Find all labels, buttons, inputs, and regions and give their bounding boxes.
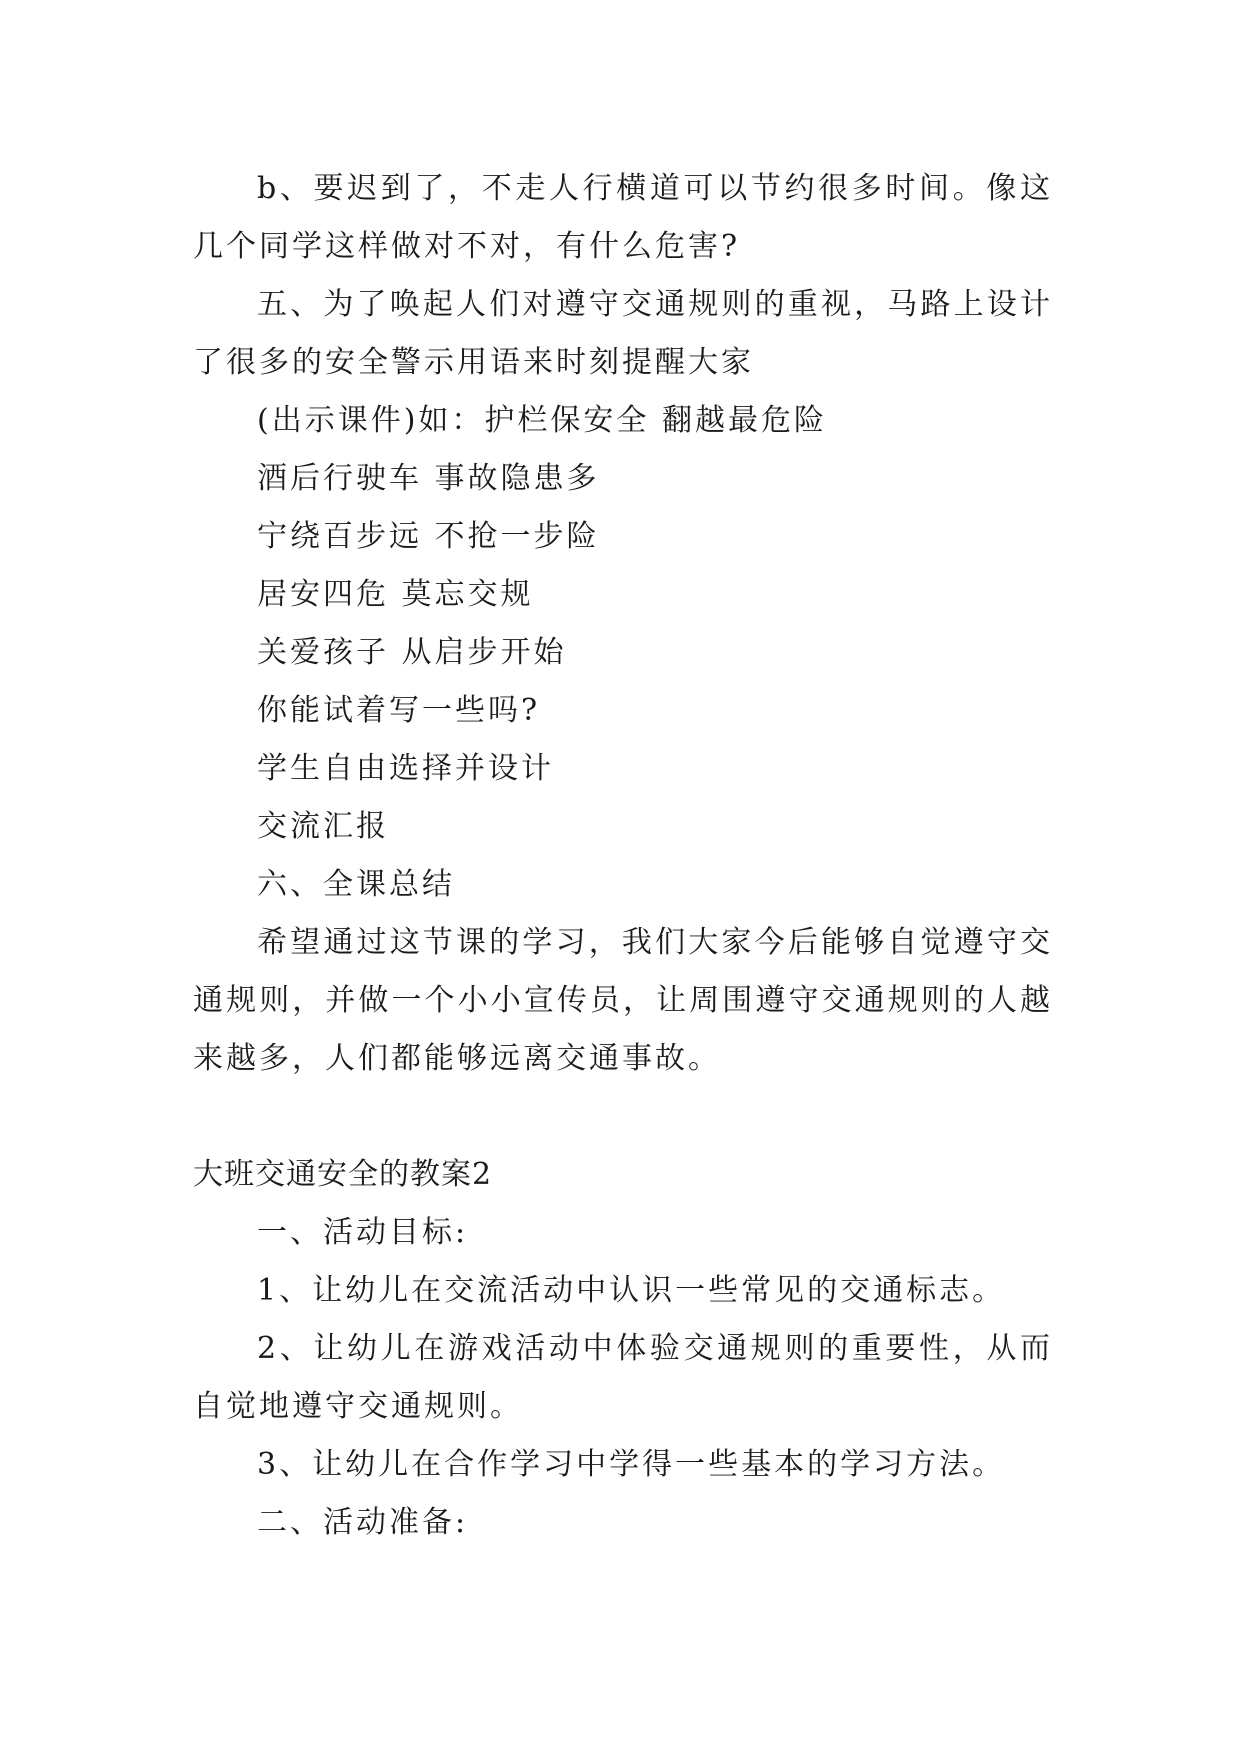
section-heading-plan-2: 大班交通安全的教案2 [193,1157,493,1192]
paragraph-activity-prep: 二、活动准备: [257,1505,469,1540]
document-body [193,160,1053,1552]
paragraph-activity-goals: 一、活动目标: [257,1215,469,1250]
goal-item-2: 2、让幼儿在游戏活动中体验交通规则的重要性，从而自觉地遵守交通规则。 [193,1331,1053,1424]
paragraph-b-late: b、要迟到了，不走人行横道可以节约很多时间。像这几个同学这样做对不对，有什么危害? [193,171,1053,264]
slogan-drunk-driving: 酒后行驶车 事故隐患多 [257,461,600,496]
slogan-children: 关爱孩子 从启步开始 [257,635,567,670]
paragraph-show-courseware: (出示课件)如：护栏保安全 翻越最危险 [257,403,827,438]
goal-item-1: 1、让幼儿在交流活动中认识一些常见的交通标志。 [257,1273,1006,1308]
slogan-safety: 居安四危 莫忘交规 [257,577,534,612]
paragraph-try-writing: 你能试着写一些吗? [257,693,541,728]
paragraph-five-warnings: 五、为了唤起人们对遵守交通规则的重视，马路上设计了很多的安全警示用语来时刻提醒大家 [193,287,1053,380]
paragraph-report: 交流汇报 [257,809,389,844]
slogan-detour: 宁绕百步远 不抢一步险 [257,519,600,554]
goal-item-3: 3、让幼儿在合作学习中学得一些基本的学习方法。 [257,1447,1006,1482]
paragraph-conclusion: 希望通过这节课的学习，我们大家今后能够自觉遵守交通规则，并做一个小小宣传员，让周围遵守交通规则的人越来越多，人们都能够远离交通事故。 [193,925,1053,1076]
paragraph-six-summary: 六、全课总结 [257,867,455,902]
paragraph-students-design: 学生自由选择并设计 [257,751,554,786]
